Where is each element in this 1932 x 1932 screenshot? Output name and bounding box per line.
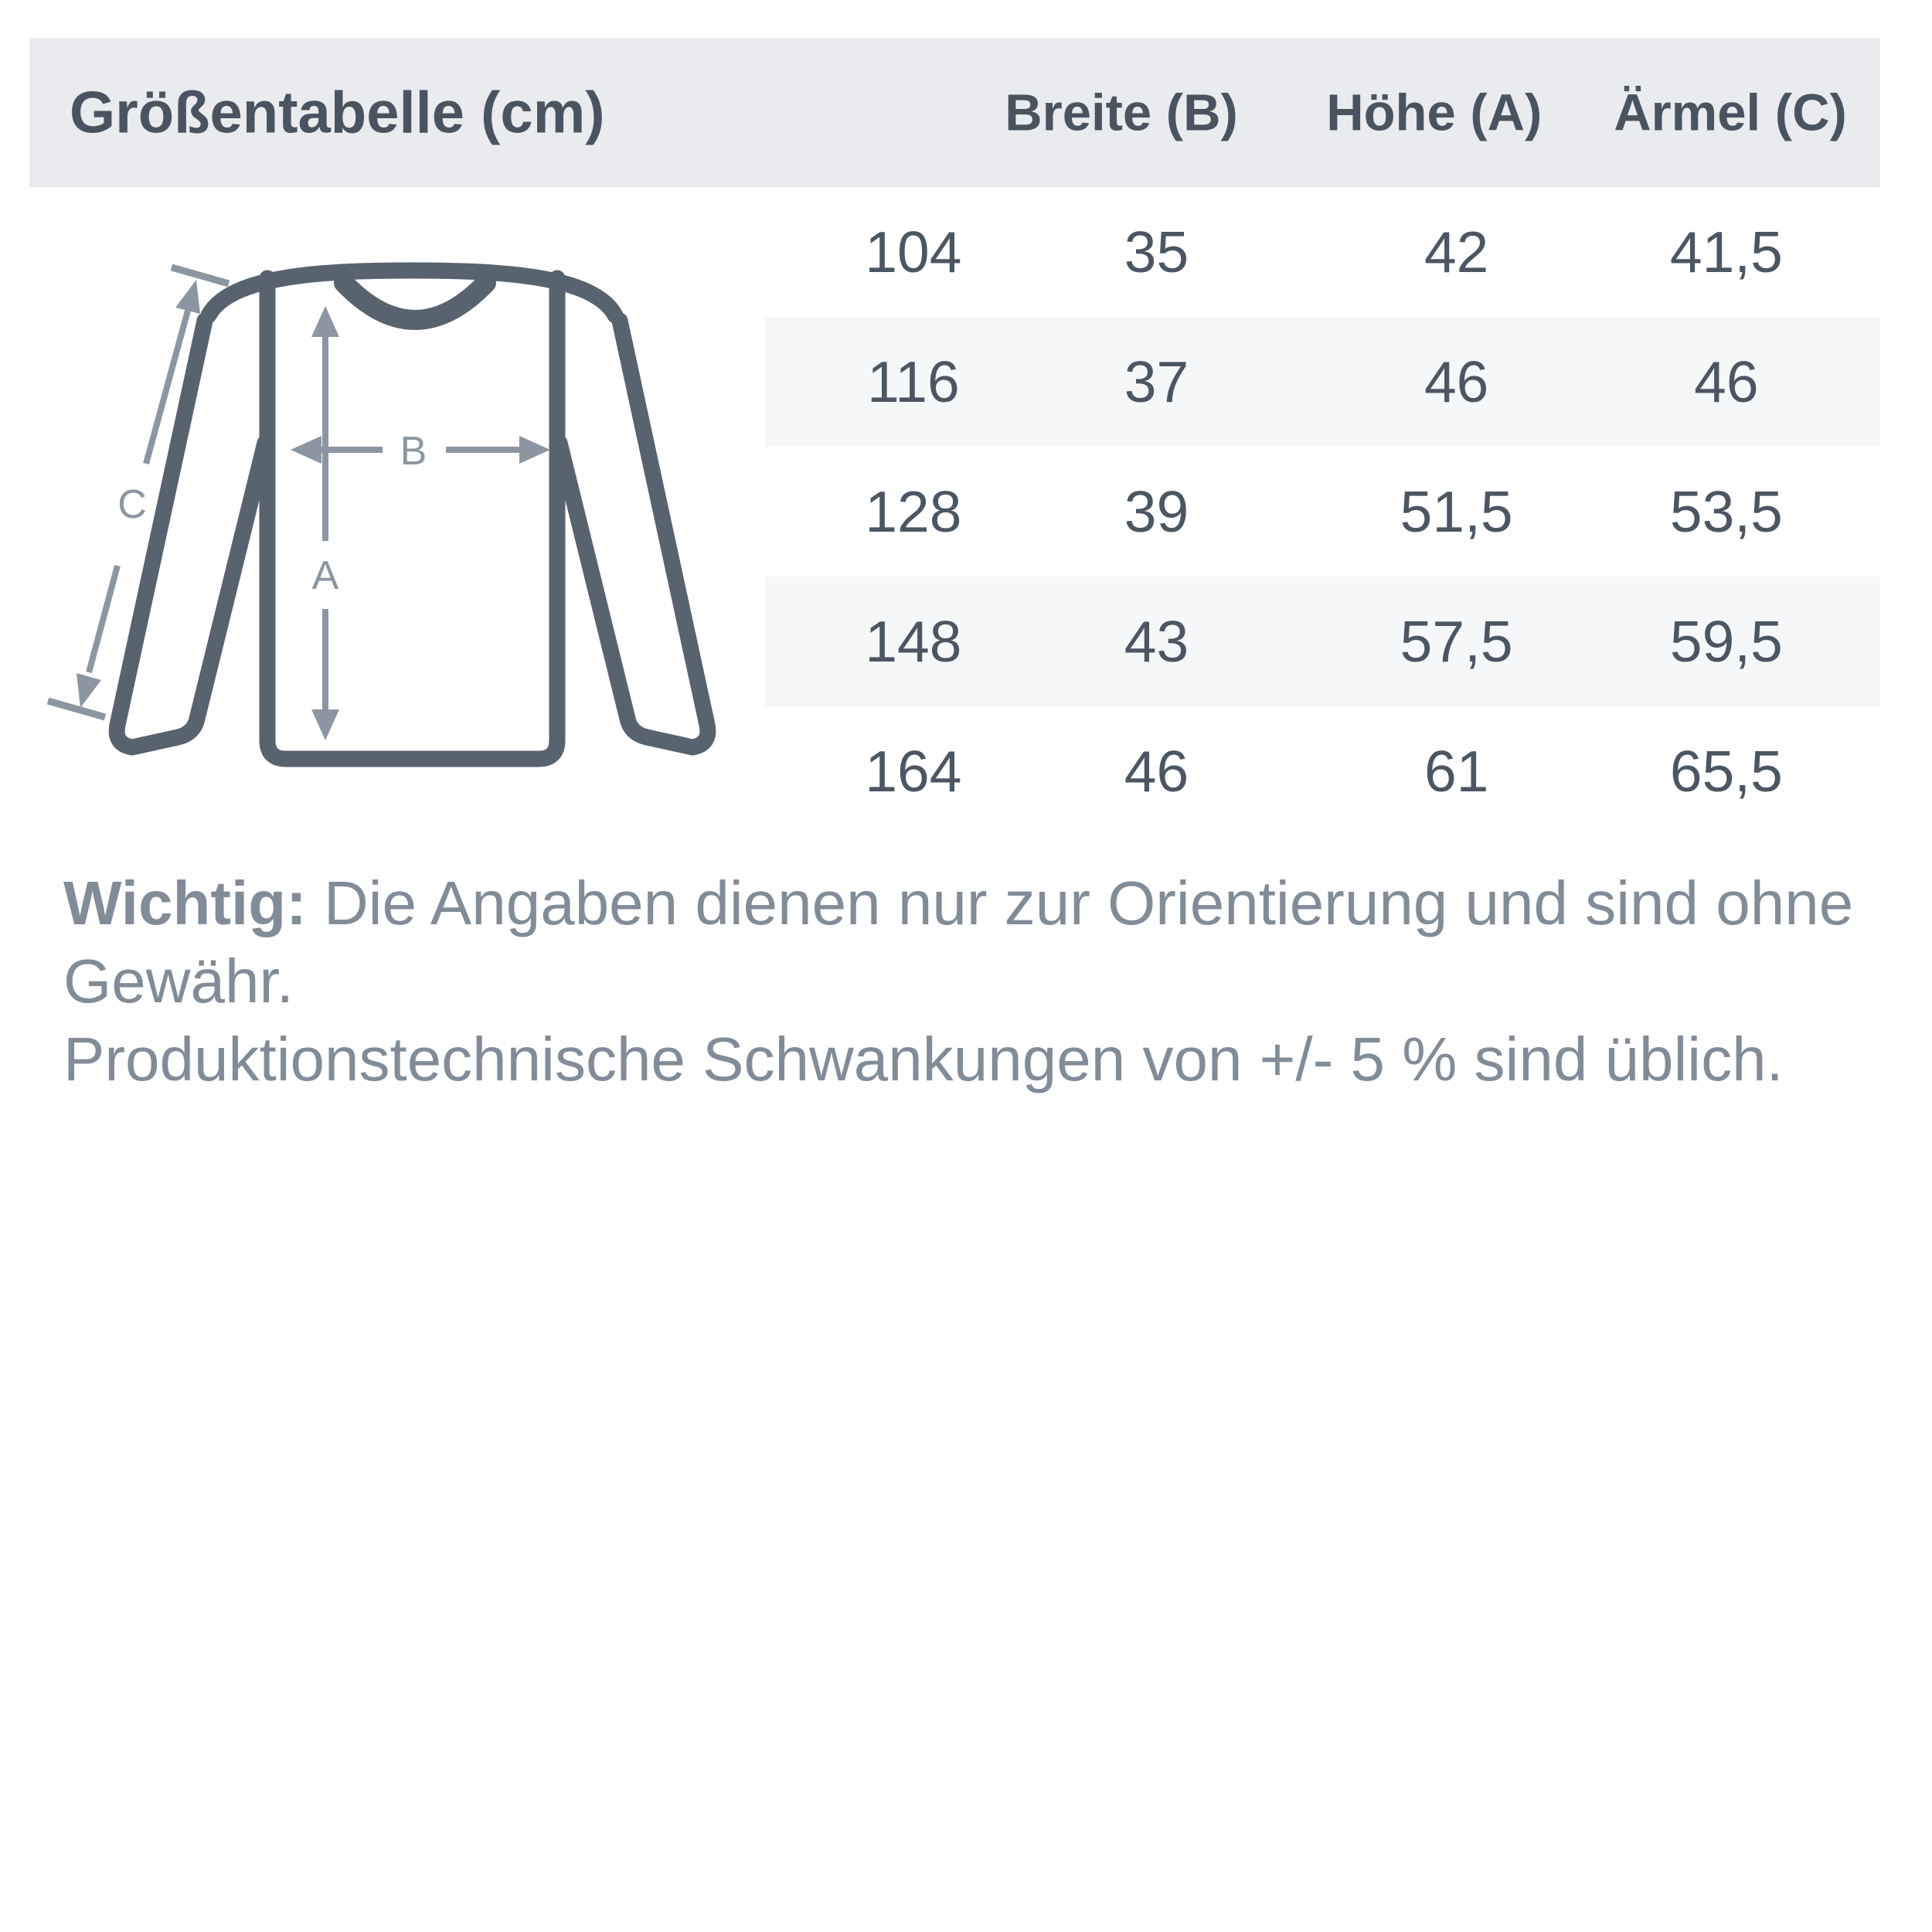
hoehe-value: 51,5 <box>1400 479 1513 544</box>
breite-value: 39 <box>1124 479 1189 544</box>
hoehe-value: 57,5 <box>1400 609 1513 674</box>
shirt-measurement-diagram <box>31 216 773 835</box>
shirt-collar <box>344 283 486 320</box>
disclaimer-note <box>63 864 1918 1098</box>
breite-value: 35 <box>1124 219 1189 284</box>
table-row <box>765 317 1880 447</box>
disclaimer-line-1 <box>63 864 1918 1020</box>
breite-value: 37 <box>1124 349 1189 414</box>
disclaimer-text-1: Die Angaben dienen nur zur Orientierung und sind ohne Gewähr. <box>63 869 1854 1015</box>
table-row <box>765 187 1880 317</box>
aermel-value: 65,5 <box>1669 739 1783 804</box>
breite-value: 46 <box>1124 739 1189 804</box>
shirt-right-sleeve <box>560 321 708 747</box>
size-value: 116 <box>867 349 960 414</box>
size-value: 148 <box>865 609 962 674</box>
hoehe-value: 46 <box>1423 349 1489 414</box>
size-chart-header <box>29 38 1880 187</box>
table-row <box>765 577 1880 706</box>
disclaimer-line-2 <box>63 1020 1918 1098</box>
hoehe-value: 42 <box>1423 219 1489 284</box>
aermel-value: 53,5 <box>1669 479 1783 544</box>
column-header-hoehe: Höhe (A) <box>1326 83 1543 141</box>
measurement-arrow-a <box>311 306 339 740</box>
label-c: C <box>117 482 147 527</box>
table-row <box>765 706 1880 836</box>
label-b: B <box>400 429 427 474</box>
size-table <box>765 187 1880 836</box>
size-value: 104 <box>865 219 962 284</box>
hoehe-value: 61 <box>1423 739 1489 804</box>
shirt-outline-icon <box>117 270 708 759</box>
aermel-value: 41,5 <box>1669 219 1783 284</box>
size-value: 164 <box>865 739 962 804</box>
aermel-value: 46 <box>1694 349 1759 414</box>
disclaimer-lead: Wichtig: <box>63 869 307 937</box>
column-header-aermel: Ärmel (C) <box>1614 83 1847 141</box>
size-value: 128 <box>865 479 962 544</box>
table-row <box>765 447 1880 577</box>
shirt-left-sleeve <box>117 321 265 747</box>
aermel-value: 59,5 <box>1669 609 1783 674</box>
column-header-breite: Breite (B) <box>1005 83 1238 141</box>
measurement-arrow-b <box>291 429 550 474</box>
shirt-torso <box>267 278 557 759</box>
page-title: Größentabelle (cm) <box>70 80 605 145</box>
disclaimer-text-2: Produktionstechnische Schwankungen von +/- 5 % sind üblich. <box>63 1025 1784 1094</box>
breite-value: 43 <box>1124 609 1189 674</box>
label-a: A <box>311 553 339 598</box>
